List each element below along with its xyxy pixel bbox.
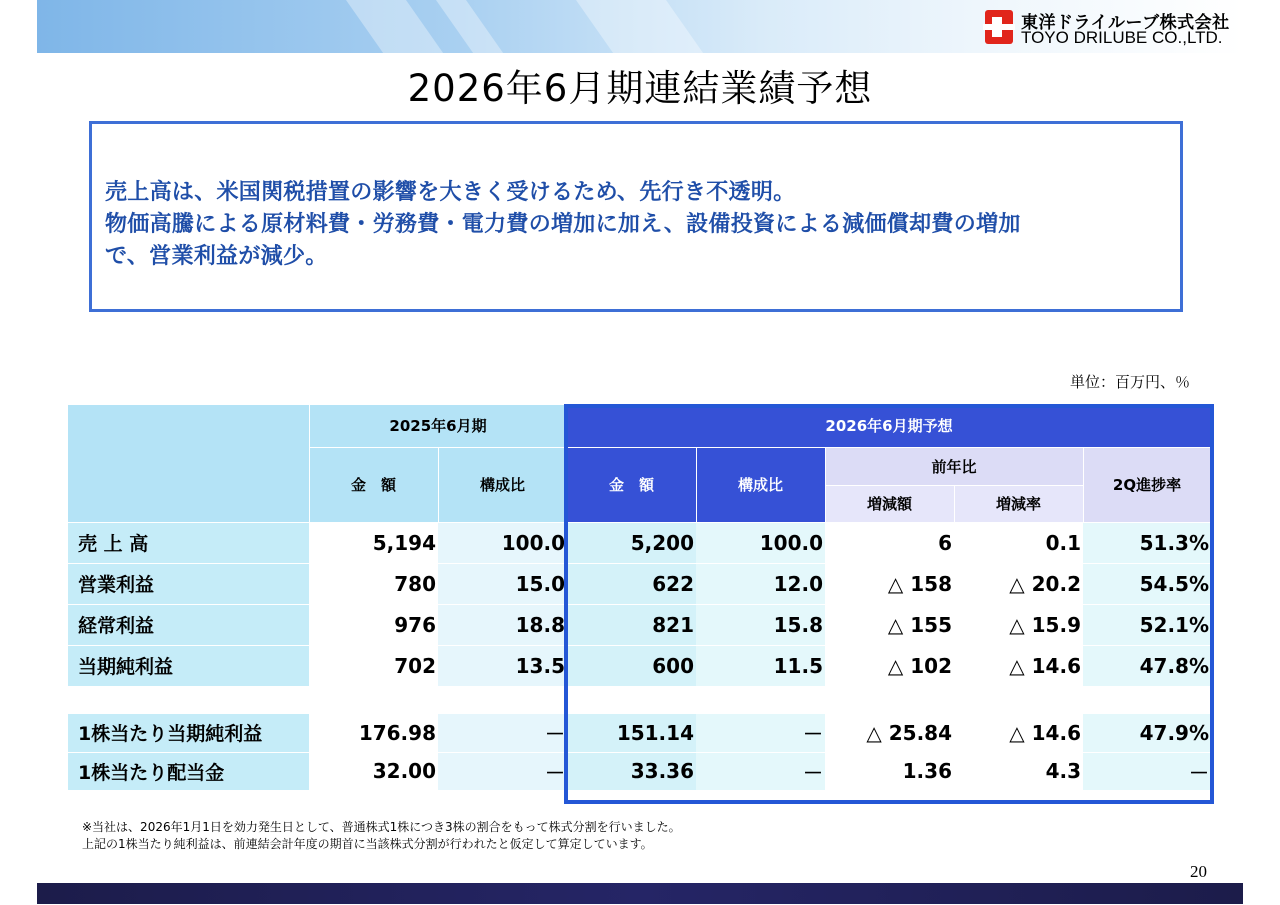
table-spacer — [68, 686, 1211, 714]
prev-ratio-cell: 18.8 — [438, 604, 567, 645]
progress-cell: 52.1% — [1083, 604, 1211, 645]
fcst-ratio-cell: 15.8 — [696, 604, 825, 645]
prev-amount-cell: 780 — [309, 563, 438, 604]
unit-label: 単位：百万円、％ — [1069, 373, 1190, 391]
footnote-line: 上記の1株当たり純利益は、前連結会計年度の期首に当該株式分割が行われたと仮定して算定しています。 — [82, 837, 653, 851]
row-label: 経常利益 — [68, 604, 309, 645]
rate-cell: △ 15.9 — [954, 604, 1083, 645]
table-row — [68, 522, 1211, 563]
footnotes — [82, 819, 681, 853]
fcst-ratio-cell: 12.0 — [696, 563, 825, 604]
rate-cell: △ 14.6 — [954, 645, 1083, 686]
company-name-en: TOYO DRILUBE CO.,LTD. — [1021, 28, 1223, 47]
header-change: 増減額 — [825, 485, 954, 522]
row-label: 1株当たり当期純利益 — [68, 714, 309, 752]
header-forecast-period: 2026年6月期予想 — [567, 405, 1211, 447]
table-row — [68, 563, 1211, 604]
header-streak — [562, 0, 722, 53]
table-row — [68, 752, 1211, 790]
prev-amount-cell: 5,194 — [309, 522, 438, 563]
change-cell: △ 102 — [825, 645, 954, 686]
footer-bar — [37, 883, 1243, 904]
company-name-jp: 東洋ドライルーブ株式会社 — [1021, 13, 1230, 33]
fcst-amount-cell: 600 — [567, 645, 696, 686]
prev-ratio-cell: 100.0 — [438, 522, 567, 563]
change-cell: △ 155 — [825, 604, 954, 645]
summary-box — [89, 121, 1183, 312]
forecast-table — [68, 405, 1212, 791]
prev-ratio-cell: 13.5 — [438, 645, 567, 686]
row-label: 営業利益 — [68, 563, 309, 604]
header-yoy: 前年比 — [825, 447, 1083, 485]
rate-cell: △ 14.6 — [954, 714, 1083, 752]
table-row — [68, 645, 1211, 686]
prev-amount-cell: 176.98 — [309, 714, 438, 752]
change-cell: 1.36 — [825, 752, 954, 790]
prev-amount-cell: 32.00 — [309, 752, 438, 790]
summary-line: 物価高騰による原材料費・労務費・電力費の増加に加え、設備投資による減価償却費の増加 — [105, 212, 1021, 237]
fcst-ratio-cell: 11.5 — [696, 645, 825, 686]
footnote-line: ※当社は、2026年1月1日を効力発生日として、普通株式1株につき3株の割合をもって株式分割を行いました。 — [82, 820, 681, 834]
header-prev-period: 2025年6月期 — [309, 405, 567, 447]
row-label: 1株当たり配当金 — [68, 752, 309, 790]
row-label: 当期純利益 — [68, 645, 309, 686]
drilube-logo-icon — [983, 8, 1015, 46]
change-cell: 6 — [825, 522, 954, 563]
header-rate: 増減率 — [954, 485, 1083, 522]
prev-amount-cell: 976 — [309, 604, 438, 645]
fcst-amount-cell: 622 — [567, 563, 696, 604]
page-title: 2026年6月期連結業績予想 — [407, 67, 873, 110]
change-cell: △ 158 — [825, 563, 954, 604]
prev-ratio-cell: － — [438, 714, 567, 752]
page-number: 20 — [1190, 862, 1207, 881]
fcst-ratio-cell: － — [696, 714, 825, 752]
prev-amount-cell: 702 — [309, 645, 438, 686]
progress-cell: 51.3% — [1083, 522, 1211, 563]
row-label: 売 上 高 — [68, 522, 309, 563]
progress-cell: 47.8% — [1083, 645, 1211, 686]
table-row — [68, 714, 1211, 752]
fcst-ratio-cell: － — [696, 752, 825, 790]
header-prev-amount: 金 額 — [309, 447, 438, 522]
prev-ratio-cell: － — [438, 752, 567, 790]
fcst-amount-cell: 151.14 — [567, 714, 696, 752]
header-progress: 2Q進捗率 — [1083, 447, 1211, 522]
progress-cell: － — [1083, 752, 1211, 790]
header-prev-ratio: 構成比 — [438, 447, 567, 522]
prev-ratio-cell: 15.0 — [438, 563, 567, 604]
rate-cell: △ 20.2 — [954, 563, 1083, 604]
header-corner — [68, 405, 309, 522]
progress-cell: 47.9% — [1083, 714, 1211, 752]
header-fcst-ratio: 構成比 — [696, 447, 825, 522]
rate-cell: 4.3 — [954, 752, 1083, 790]
company-logo — [983, 8, 1233, 50]
table-row — [68, 604, 1211, 645]
summary-line: で、営業利益が減少。 — [105, 244, 328, 269]
fcst-amount-cell: 5,200 — [567, 522, 696, 563]
fcst-amount-cell: 33.36 — [567, 752, 696, 790]
fcst-ratio-cell: 100.0 — [696, 522, 825, 563]
fcst-amount-cell: 821 — [567, 604, 696, 645]
summary-line: 売上高は、米国関税措置の影響を大きく受けるため、先行き不透明。 — [105, 180, 796, 205]
progress-cell: 54.5% — [1083, 563, 1211, 604]
header-fcst-amount: 金 額 — [567, 447, 696, 522]
rate-cell: 0.1 — [954, 522, 1083, 563]
change-cell: △ 25.84 — [825, 714, 954, 752]
